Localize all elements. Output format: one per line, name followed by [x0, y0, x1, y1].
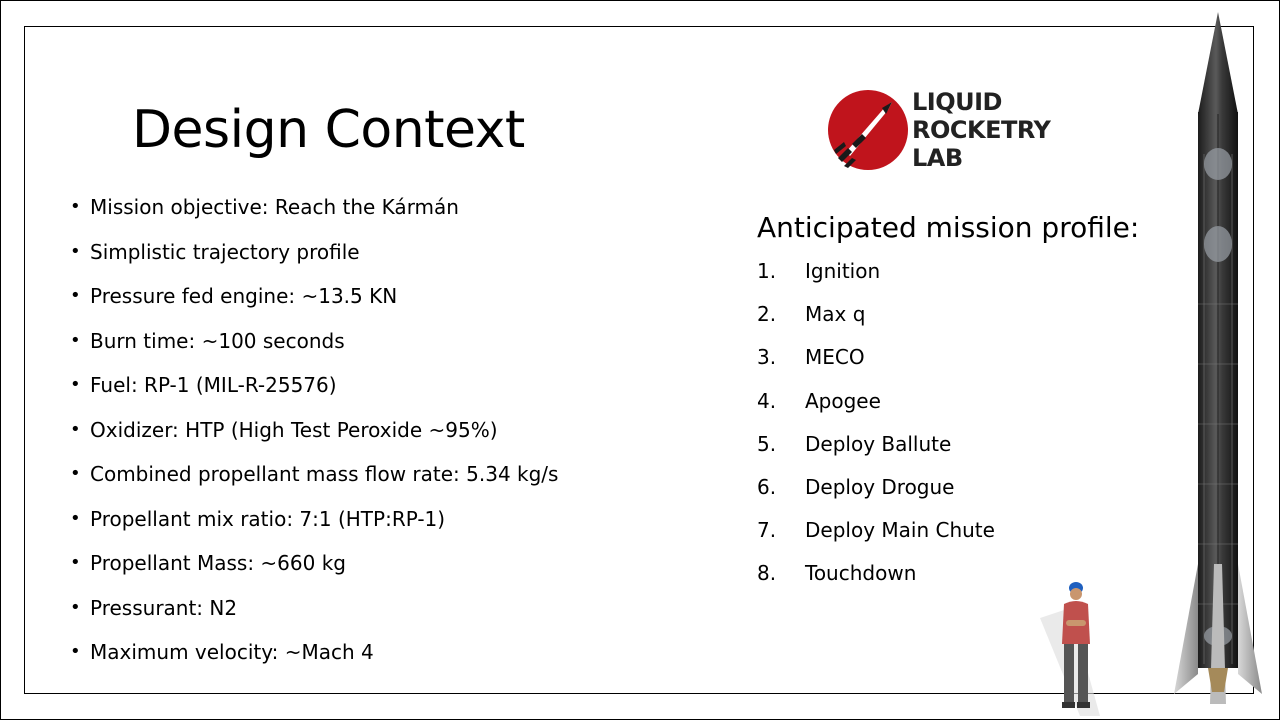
profile-step: [757, 386, 995, 429]
mission-profile-heading: Anticipated mission profile:: [757, 211, 1140, 244]
mission-profile-list: [757, 256, 995, 602]
profile-step: [757, 515, 995, 558]
step-label: Deploy Drogue: [805, 474, 955, 499]
profile-step: [757, 472, 995, 515]
bullet-item: • Oxidizer: HTP (High Test Peroxide ~95%): [70, 415, 558, 460]
step-label: Max q: [805, 302, 866, 327]
step-number: 4.: [757, 388, 777, 413]
profile-step: [757, 558, 995, 601]
nose-cone: [1198, 12, 1238, 114]
liquid-rocketry-lab-logo: [826, 88, 1066, 178]
step-number: 3.: [757, 345, 777, 370]
bullet-item: • Maximum velocity: ~Mach 4: [70, 637, 558, 682]
logo-line-2: ROCKETRY: [912, 116, 1051, 144]
rocket-logo-icon: [826, 88, 910, 172]
step-number: 1.: [757, 259, 777, 283]
step-label: Apogee: [805, 388, 881, 413]
step-number: 7.: [757, 518, 777, 543]
step-number: 6.: [757, 474, 777, 499]
logo-wordmark: [912, 88, 1050, 172]
step-number: 8.: [757, 561, 777, 586]
tank-window-1: [1204, 148, 1232, 180]
bullet-item: • Pressure fed engine: ~13.5 KN: [70, 281, 558, 326]
bullet-item: • Propellant mix ratio: 7:1 (HTP:RP-1): [70, 504, 558, 549]
step-label: Deploy Ballute: [805, 431, 952, 456]
bullet-item: • Fuel: RP-1 (MIL-R-25576): [70, 370, 558, 415]
person-scale-figure: [1040, 578, 1120, 716]
logo-line-1: LIQUID: [912, 88, 1002, 116]
profile-step: [757, 342, 995, 385]
step-label: MECO: [805, 345, 865, 370]
design-bullet-list: [70, 192, 558, 682]
profile-step: [757, 429, 995, 472]
logo-line-3: LAB: [912, 144, 963, 172]
step-label: Touchdown: [805, 561, 917, 586]
bullet-item: • Combined propellant mass flow rate: 5.34 kg/s: [70, 459, 558, 504]
bullet-item: • Simplistic trajectory profile: [70, 237, 558, 282]
bullet-item: • Pressurant: N2: [70, 593, 558, 638]
profile-step: [757, 256, 995, 299]
step-label: Deploy Main Chute: [805, 518, 995, 543]
step-number: 5.: [757, 431, 777, 456]
rocket-illustration: [1170, 4, 1270, 716]
step-number: 2.: [757, 302, 777, 327]
fin-right: [1238, 564, 1262, 694]
bullet-item: • Mission objective: Reach the Kármán: [70, 192, 558, 237]
profile-step: [757, 299, 995, 342]
tank-window-2: [1204, 226, 1232, 262]
slide-title: Design Context: [132, 100, 525, 160]
bullet-item: • Burn time: ~100 seconds: [70, 326, 558, 371]
fin-left: [1174, 564, 1198, 694]
step-label: Ignition: [805, 259, 881, 283]
bullet-item: • Propellant Mass: ~660 kg: [70, 548, 558, 593]
